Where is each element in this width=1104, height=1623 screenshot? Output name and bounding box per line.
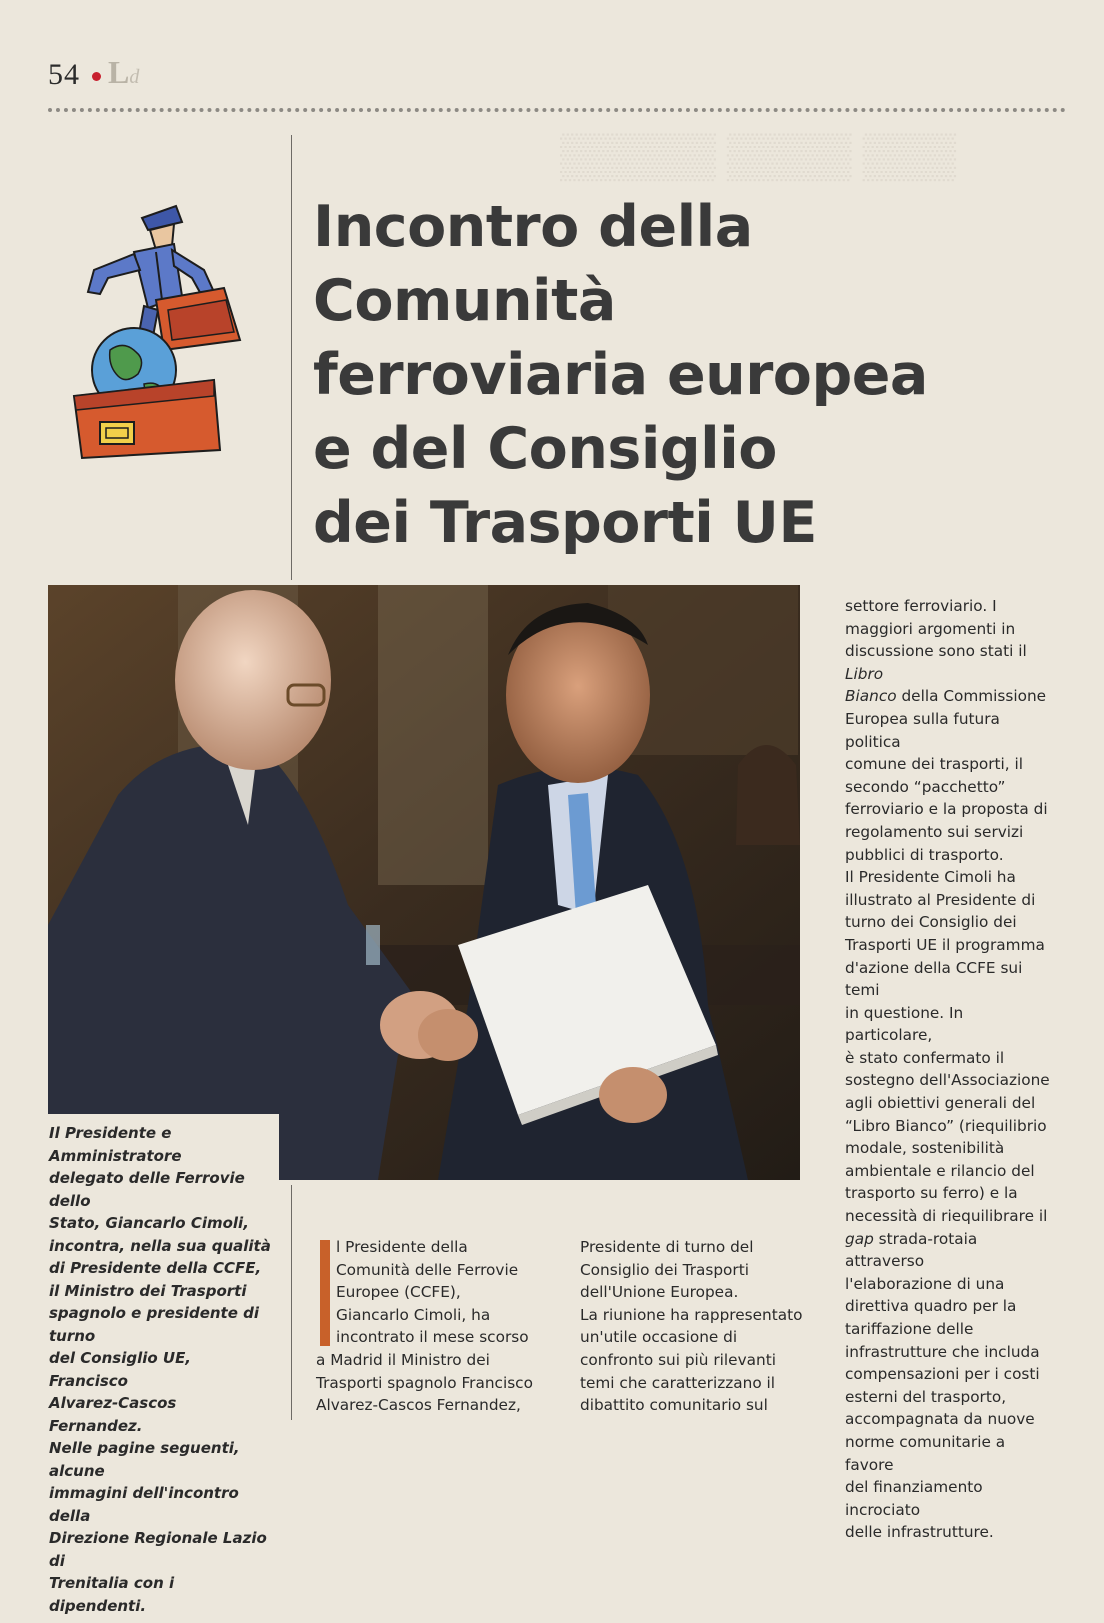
body-line: l'elaborazione di una	[845, 1274, 1005, 1293]
caption-line: Alvarez-Cascos Fernandez.	[49, 1394, 177, 1435]
body-line: secondo “pacchetto”	[845, 777, 1006, 796]
body-line: Consiglio dei Trasporti	[580, 1260, 749, 1279]
body-line: in questione. In particolare,	[845, 1003, 964, 1045]
caption-line: il Ministro dei Trasporti	[49, 1281, 247, 1300]
body-line: Alvarez-Cascos Fernandez,	[316, 1396, 521, 1415]
article-column-1	[316, 1236, 548, 1417]
body-line: un'utile occasione di	[580, 1328, 738, 1347]
body-line: l Presidente della	[336, 1238, 468, 1256]
body-line: confronto sui più rilevanti	[580, 1350, 776, 1369]
magazine-logo: Ld	[108, 54, 140, 90]
caption-line: Direzione Regionale Lazio di	[49, 1529, 267, 1570]
caption-line: spagnolo e presidente di turno	[49, 1304, 259, 1345]
body-line: discussione sono stati il	[845, 642, 1027, 661]
page-number-bullet	[92, 72, 101, 81]
body-line: Trasporti spagnolo Francisco	[316, 1373, 533, 1392]
body-line: ambientale e rilancio del	[845, 1161, 1035, 1180]
body-line: esterni del trasporto,	[845, 1387, 1007, 1406]
body-line: temi che caratterizzano il	[580, 1373, 776, 1392]
body-line: dibattito comunitario sul	[580, 1396, 768, 1415]
body-line: agli obiettivi generali del	[845, 1094, 1036, 1113]
body-line: compensazioni per i costi	[845, 1365, 1040, 1384]
caption-line: Stato, Giancarlo Cimoli,	[49, 1214, 249, 1232]
body-line: Trasporti UE il programma	[845, 935, 1045, 954]
body-line: trasporto su ferro) e la	[845, 1184, 1018, 1203]
body-line: direttiva quadro per la	[845, 1297, 1017, 1316]
body-line: comune dei trasporti, il	[845, 755, 1024, 774]
body-line: Il Presidente Cimoli ha	[845, 868, 1016, 887]
body-line: modale, sostenibilità	[845, 1139, 1005, 1158]
header-dotted-rule	[48, 108, 1066, 112]
article-column-2	[580, 1236, 812, 1417]
body-line: pubblici di trasporto.	[845, 845, 1004, 864]
body-line: Europee (CCFE),	[336, 1283, 461, 1302]
body-line: del finanziamento incrociato	[845, 1478, 983, 1519]
article-column-3	[845, 595, 1055, 1544]
headline-line: e del Consiglio	[313, 416, 777, 482]
headline-line: dei Trasporti UE	[313, 490, 817, 556]
body-line: “Libro Bianco” (riequilibrio	[845, 1116, 1047, 1135]
show-through-texture: ▒▒▒▒▒ ▒▒▒▒ ▒▒▒	[560, 131, 957, 180]
caption-line: Il Presidente e Amministratore	[49, 1124, 182, 1165]
caption-line: del Consiglio UE, Francisco	[49, 1349, 192, 1390]
caption-line: di Presidente della CCFE,	[49, 1259, 262, 1277]
italic-term: Libro	[845, 664, 884, 683]
italic-term: Bianco	[845, 687, 897, 706]
body-line: d'azione della CCFE sui temi	[845, 958, 1023, 1000]
page-number: 54	[48, 58, 80, 91]
body-line: incontrato il mese scorso	[336, 1328, 529, 1347]
column-divider	[291, 135, 292, 580]
body-line: tariffazione delle	[845, 1320, 974, 1338]
caption-line: incontra, nella sua qualità	[49, 1236, 271, 1255]
body-line: necessità di riequilibrare il	[845, 1207, 1048, 1226]
body-line: maggiori argomenti in	[845, 619, 1016, 638]
body-line: turno dei Consiglio dei	[845, 913, 1017, 932]
body-line: settore ferroviario. I	[845, 597, 997, 615]
body-line: Comunità delle Ferrovie	[336, 1260, 519, 1279]
headline-line: Incontro della Comunità	[313, 194, 753, 334]
body-line: Giancarlo Cimoli, ha	[336, 1305, 491, 1324]
body-line: Europea sulla futura politica	[845, 709, 1000, 751]
headline-line: ferroviaria europea	[313, 342, 928, 408]
caption-line: delegato delle Ferrovie dello	[49, 1169, 245, 1210]
conductor-globe-suitcase-illustration	[64, 200, 264, 462]
body-line: La riunione ha rappresentato	[580, 1305, 803, 1324]
body-line: ferroviario e la proposta di	[845, 800, 1048, 819]
body-line: a Madrid il Ministro dei	[316, 1350, 490, 1369]
body-line: regolamento sui servizi	[845, 822, 1024, 841]
body-line: sostegno dell'Associazione	[845, 1071, 1050, 1090]
body-line: è stato confermato il	[845, 1048, 1005, 1067]
body-line: dell'Unione Europea.	[580, 1283, 739, 1302]
body-line: illustrato al Presidente di	[845, 890, 1036, 909]
article-headline	[313, 190, 1073, 560]
body-line: della Commissione	[896, 687, 1047, 706]
body-line: Presidente di turno del	[580, 1238, 754, 1256]
handshake-photo	[48, 585, 800, 1180]
caption-line: Nelle pagine seguenti, alcune	[49, 1439, 240, 1480]
body-line: accompagnata da nuove	[845, 1410, 1035, 1429]
caption-line: immagini dell'incontro della	[49, 1484, 239, 1525]
italic-term: gap	[845, 1229, 874, 1248]
photo-caption	[45, 1114, 279, 1623]
body-line: norme comunitarie a favore	[845, 1432, 1006, 1474]
body-line: infrastrutture che includa	[845, 1342, 1040, 1361]
caption-line: Trenitalia con i dipendenti.	[49, 1574, 175, 1615]
body-line: strada-rotaia attraverso	[845, 1229, 978, 1271]
column-divider-bottom	[291, 1185, 292, 1420]
body-line: delle infrastrutture.	[845, 1523, 994, 1542]
